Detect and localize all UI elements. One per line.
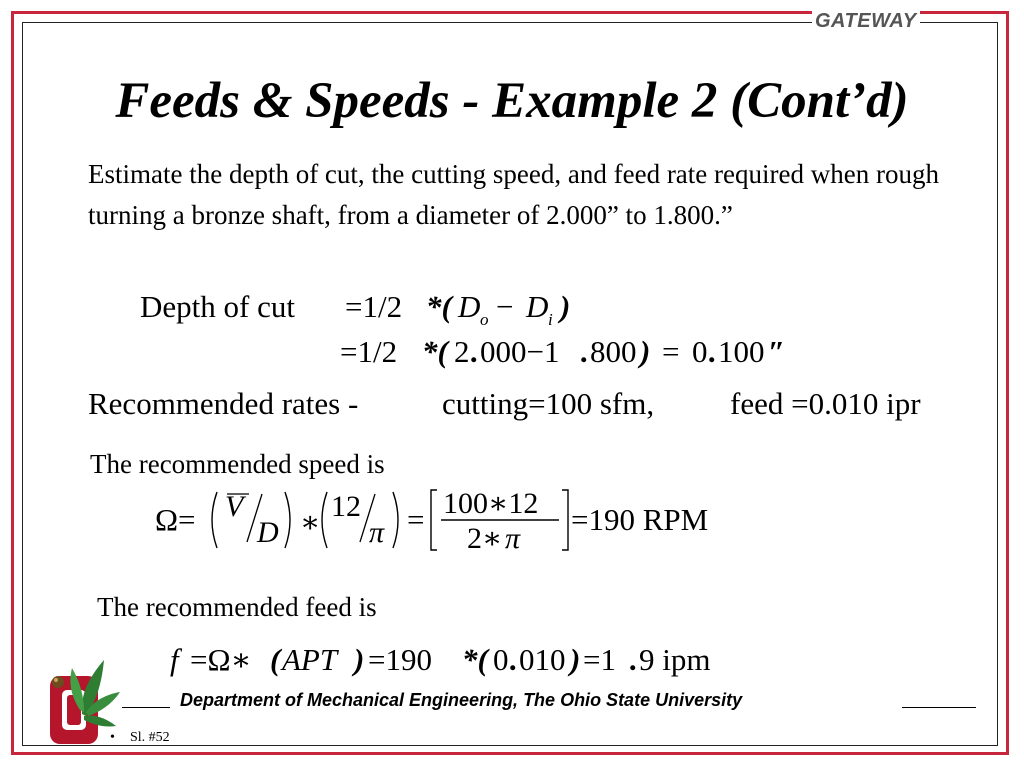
svg-text:): ) [354, 642, 365, 677]
svg-text:): ) [640, 334, 651, 369]
footer-rule-left [122, 707, 170, 708]
svg-text:i: i [548, 310, 553, 329]
svg-text:D: D [526, 289, 549, 324]
svg-text:2: 2 [454, 334, 470, 369]
svg-text:.: . [581, 334, 589, 369]
svg-text:D: D [458, 289, 481, 324]
svg-text:=190: =190 [368, 642, 432, 677]
svg-text:π: π [369, 516, 385, 549]
svg-text:=Ω∗: =Ω∗ [190, 642, 252, 677]
svg-text:o: o [480, 310, 489, 329]
footer-bullet: • [110, 730, 115, 745]
svg-text:.: . [709, 334, 717, 369]
svg-text:0: 0 [493, 642, 509, 677]
spindle-speed-equation [155, 480, 775, 560]
problem-statement: Estimate the depth of cut, the cutting speed, and feed rate required when rough turning a bronze shaft, from a diameter of 2.000” to 1.800.” [88, 159, 939, 230]
svg-text:feed =0.010 ipr: feed =0.010 ipr [730, 386, 921, 421]
svg-text:.: . [471, 334, 479, 369]
svg-text:=1/2: =1/2 [345, 289, 403, 324]
svg-text:): ) [560, 289, 571, 324]
svg-text:=1: =1 [583, 642, 616, 677]
depth-of-cut-equation [140, 285, 600, 330]
svg-text:∗: ∗ [300, 506, 321, 539]
svg-text:f: f [170, 642, 179, 677]
svg-text:(: ( [270, 642, 281, 677]
svg-text:=: = [662, 334, 680, 369]
svg-text:−: − [496, 289, 514, 324]
svg-text:*(: *( [422, 334, 448, 369]
svg-text:100: 100 [718, 334, 765, 369]
svg-text:″: ″ [768, 334, 786, 369]
svg-text:): ) [570, 642, 581, 677]
footer-department: Department of Mechanical Engineering, The Ohio State University [180, 690, 743, 710]
svg-text:D: D [257, 516, 279, 549]
recommended-rates-equation [88, 382, 988, 427]
svg-text:0: 0 [692, 334, 708, 369]
speed-intro: The recommended speed is [90, 449, 385, 479]
slide-title: Feeds & Speeds - Example 2 (Cont’d) [115, 73, 909, 129]
svg-text:π: π [505, 522, 521, 555]
svg-text:100∗12: 100∗12 [443, 487, 539, 520]
svg-text:V: V [225, 490, 244, 523]
depth-of-cut-result [340, 330, 840, 375]
footer-rule-right [902, 707, 976, 708]
svg-text:*(: *( [426, 289, 452, 324]
svg-text:Depth of cut: Depth of cut [140, 289, 295, 324]
svg-text:APT: APT [282, 642, 338, 677]
svg-text:.: . [630, 642, 638, 677]
svg-text:800: 800 [590, 334, 637, 369]
feed-intro: The recommended feed is [97, 592, 377, 622]
gateway-header: GATEWAY [812, 10, 920, 33]
svg-text:Ω=: Ω= [155, 502, 196, 537]
svg-text:cutting=100 sfm,: cutting=100 sfm, [442, 386, 655, 421]
svg-text:000−1: 000−1 [480, 334, 560, 369]
svg-text:Recommended rates -: Recommended rates - [88, 386, 359, 421]
svg-text:=190 RPM: =190 RPM [571, 502, 709, 537]
slide-number: Sl. #52 [130, 730, 170, 745]
feed-rate-equation [170, 638, 770, 683]
svg-text:9 ipm: 9 ipm [639, 642, 711, 677]
svg-text:2∗: 2∗ [467, 522, 503, 555]
svg-text:=: = [407, 502, 425, 537]
svg-text:010: 010 [519, 642, 566, 677]
svg-text:12: 12 [331, 490, 361, 523]
svg-text:.: . [510, 642, 518, 677]
svg-text:*(: *( [462, 642, 488, 677]
svg-text:=1/2: =1/2 [340, 334, 398, 369]
